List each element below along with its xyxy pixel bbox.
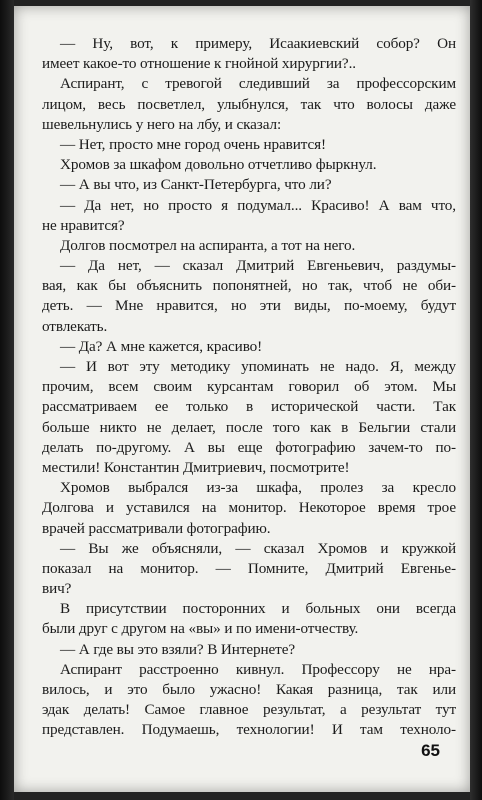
text-line: показал на монитор. — Помните, Дмитрий Евгенье- (42, 559, 456, 577)
text-line: вая, как бы объяснить попонятней, но так, чтоб не оби- (42, 277, 456, 295)
scan-right-edge (470, 0, 482, 800)
text-line: делать по-другому. А вы еще фотографию зачем-то по- (42, 438, 456, 456)
text-line: не нравится? (42, 216, 125, 234)
text-line: Долгова и уставился на монитор. Некоторое время трое (42, 499, 456, 517)
text-line: эдак делать! Самое главное результат, а результат тут (42, 701, 456, 719)
text-line: В присутствии посторонних и больных они всегда (60, 600, 456, 618)
text-line: — И вот эту методику упоминать не надо. Я, между (60, 358, 456, 375)
text-line: прочим, всем своим курсантам говорил об этом. Мы (42, 378, 456, 396)
text-line: — А где вы это взяли? В Интернете? (60, 640, 295, 658)
text-line: имеет какое-то отношение к гнойной хирургии?.. (42, 55, 356, 73)
text-line: врачей рассматривали фотографию. (42, 519, 271, 537)
text-line: — Да нет, но просто я подумал... Красиво! А вам что, (60, 196, 456, 214)
text-line: местили! Константин Дмитриевич, посмотрите! (42, 458, 350, 476)
text-line: представлен. Подумаешь, технологии! И там техноло- (42, 721, 456, 739)
text-line: Долгов посмотрел на аспиранта, а тот на него. (60, 236, 356, 254)
text-line: деть. — Мне нравится, но эти виды, по-моему, будут (42, 297, 456, 315)
text-line: отвлекать. (42, 317, 108, 335)
text-line: больше никто не делает, после того как в Бельгии стали (42, 418, 456, 436)
text-line: рассматриваем ее только в исторической части. Так (42, 398, 456, 416)
text-line: шевельнулись у него на лбу, и сказал: (42, 115, 282, 133)
text-line: — Да нет, — сказал Дмитрий Евгеньевич, раздумы- (60, 257, 456, 275)
text-line: — А вы что, из Санкт-Петербурга, что ли? (60, 176, 332, 194)
page-number: 65 (421, 741, 440, 760)
text-line: Аспирант, с тревогой следивший за профессорским (60, 75, 456, 93)
scan-left-edge (0, 0, 14, 800)
text-line: — Да? А мне кажется, красиво! (60, 337, 263, 355)
text-line: лицом, весь посветлел, улыбнулся, так что волосы даже (42, 95, 456, 113)
text-line: Хромов выбрался из-за шкафа, пролез за кресло (60, 479, 456, 497)
text-line: — Ну, вот, к примеру, Исаакиевский собор? Он (60, 35, 456, 52)
page-body-text (42, 34, 456, 741)
book-page (14, 6, 470, 792)
text-line: Аспирант расстроенно кивнул. Профессору не нра- (60, 660, 456, 678)
text-line: Хромов за шкафом довольно отчетливо фыркнул. (60, 156, 377, 174)
text-line: вилось, и это было ужасно! Какая разница, так или (42, 681, 456, 698)
text-line: вич? (42, 580, 72, 598)
text-line: — Вы же объясняли, — сказал Хромов и кружкой (60, 539, 456, 557)
text-line: были друг с другом на «вы» и по имени-отчеству. (42, 620, 359, 638)
text-line: — Нет, просто мне город очень нравится! (60, 135, 326, 153)
